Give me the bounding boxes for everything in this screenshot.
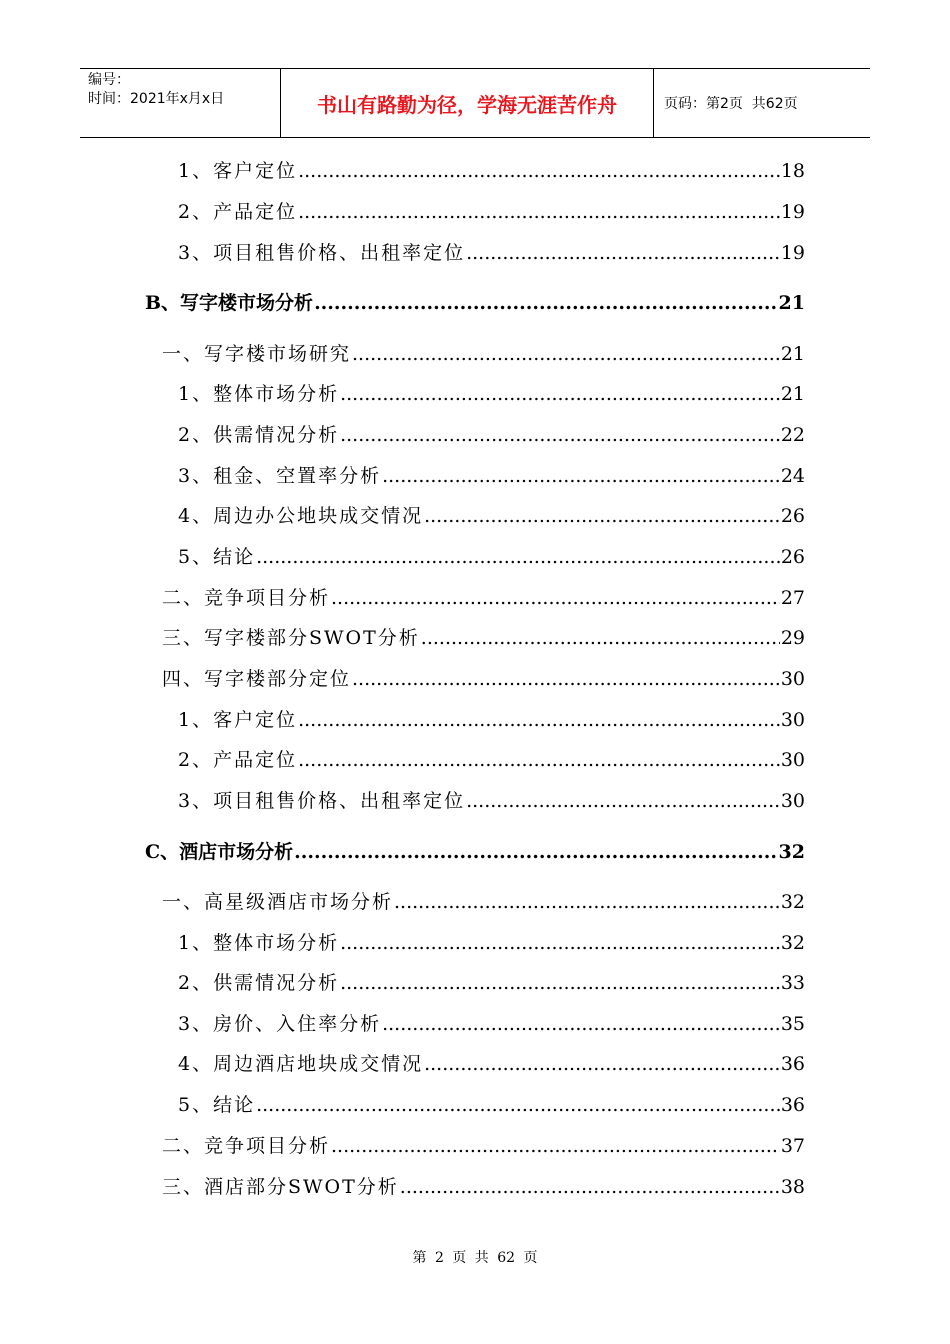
toc-entry-title: 3、项目租售价格、出租率定位 [178, 790, 466, 812]
toc-entry-page: 30 [780, 790, 805, 812]
toc-entry[interactable] [178, 788, 805, 814]
toc-entry-title: 1、整体市场分析 [178, 932, 340, 954]
toc-entry-title: 5、结论 [178, 546, 256, 568]
toc-entry-title: C、酒店市场分析 [145, 841, 294, 863]
toc-entry-page: 33 [780, 972, 805, 994]
toc-entry[interactable] [178, 1011, 805, 1037]
toc-entry[interactable] [178, 707, 805, 733]
toc-entry-page: 26 [780, 505, 805, 527]
toc-entry-page: 19 [780, 242, 805, 264]
toc-entry[interactable] [178, 240, 805, 266]
toc-entry[interactable] [178, 381, 805, 407]
toc-entry-page: 32 [780, 891, 805, 913]
toc-entry-page: 26 [780, 546, 805, 568]
toc-entry[interactable] [162, 666, 805, 692]
toc-entry-title: 一、写字楼市场研究 [162, 343, 352, 365]
toc-entry[interactable] [178, 422, 805, 448]
toc-entry[interactable] [178, 544, 805, 570]
toc-entry-title: B、写字楼市场分析 [145, 292, 314, 314]
header-motto: 书山有路勤为径，学海无涯苦作舟 [281, 69, 654, 137]
toc-entry-page: 22 [780, 424, 805, 446]
toc-entry-title: 1、客户定位 [178, 160, 298, 182]
toc-entry-title: 1、客户定位 [178, 709, 298, 731]
toc-entry-title: 2、供需情况分析 [178, 972, 340, 994]
toc-entry[interactable] [162, 625, 805, 651]
toc-entry[interactable] [162, 889, 805, 915]
toc-entry-title: 二、竞争项目分析 [162, 1135, 331, 1157]
toc-entry[interactable] [178, 1092, 805, 1118]
toc-entry-page: 38 [780, 1176, 805, 1198]
toc-entry[interactable] [178, 747, 805, 773]
toc-entry-title: 1、整体市场分析 [178, 383, 340, 405]
toc-entry-title: 二、竞争项目分析 [162, 587, 331, 609]
header-meta [80, 69, 281, 137]
toc-entry-title: 2、产品定位 [178, 201, 298, 223]
toc-entry[interactable] [162, 1133, 805, 1159]
toc-entry-title: 三、写字楼部分SWOT分析 [162, 627, 420, 649]
toc-entry[interactable] [162, 341, 805, 367]
toc-entry-title: 4、周边酒店地块成交情况 [178, 1053, 424, 1075]
toc-entry-title: 3、项目租售价格、出租率定位 [178, 242, 466, 264]
toc-entry[interactable] [178, 930, 805, 956]
toc-entry[interactable] [178, 970, 805, 996]
toc-entry-page: 21 [780, 343, 805, 365]
toc-entry-page: 18 [780, 160, 805, 182]
toc-entry-page: 32 [780, 932, 805, 954]
toc-entry-section[interactable] [145, 839, 805, 865]
toc-entry[interactable] [178, 503, 805, 529]
time-label: 时间：2021年x月x日 [88, 91, 225, 107]
toc-entry-title: 3、租金、空置率分析 [178, 465, 382, 487]
page-footer: 第 2 页 共 62 页 [412, 1250, 538, 1266]
toc-entry-title: 4、周边办公地块成交情况 [178, 505, 424, 527]
toc-entry[interactable] [162, 585, 805, 611]
number-label: 编号： [88, 72, 130, 88]
toc-entry-page: 36 [780, 1053, 805, 1075]
toc-entry-page: 24 [780, 465, 805, 487]
toc-entry[interactable] [178, 199, 805, 225]
toc-entry-title: 2、产品定位 [178, 749, 298, 771]
toc-entry-page: 30 [780, 709, 805, 731]
toc-entry-page: 32 [778, 841, 805, 863]
toc-entry-page: 35 [780, 1013, 805, 1035]
toc-entry-title: 3、房价、入住率分析 [178, 1013, 382, 1035]
header-page-info [654, 69, 870, 137]
toc-entry[interactable] [162, 1174, 805, 1200]
toc-entry-title: 5、结论 [178, 1094, 256, 1116]
toc-entry[interactable] [178, 158, 805, 184]
toc-entry-page: 29 [780, 627, 805, 649]
toc-entry-page: 36 [780, 1094, 805, 1116]
toc-entry-page: 21 [778, 292, 805, 314]
toc-entry-page: 37 [780, 1135, 805, 1157]
toc-entry-title: 一、高星级酒店市场分析 [162, 891, 394, 913]
toc-entry-page: 30 [780, 668, 805, 690]
toc-entry[interactable] [178, 463, 805, 489]
toc-entry-page: 19 [780, 201, 805, 223]
page-info-text: 页码：第2页 共62页 [664, 96, 798, 112]
toc-entry-title: 三、酒店部分SWOT分析 [162, 1176, 399, 1198]
toc-entry-page: 27 [780, 587, 805, 609]
toc-entry-title: 四、写字楼部分定位 [162, 668, 352, 690]
toc-entry-page: 21 [780, 383, 805, 405]
toc-entry-title: 2、供需情况分析 [178, 424, 340, 446]
page-header [80, 68, 870, 138]
toc-entry[interactable] [178, 1051, 805, 1077]
toc-entry-section[interactable] [145, 290, 805, 316]
toc-entry-page: 30 [780, 749, 805, 771]
